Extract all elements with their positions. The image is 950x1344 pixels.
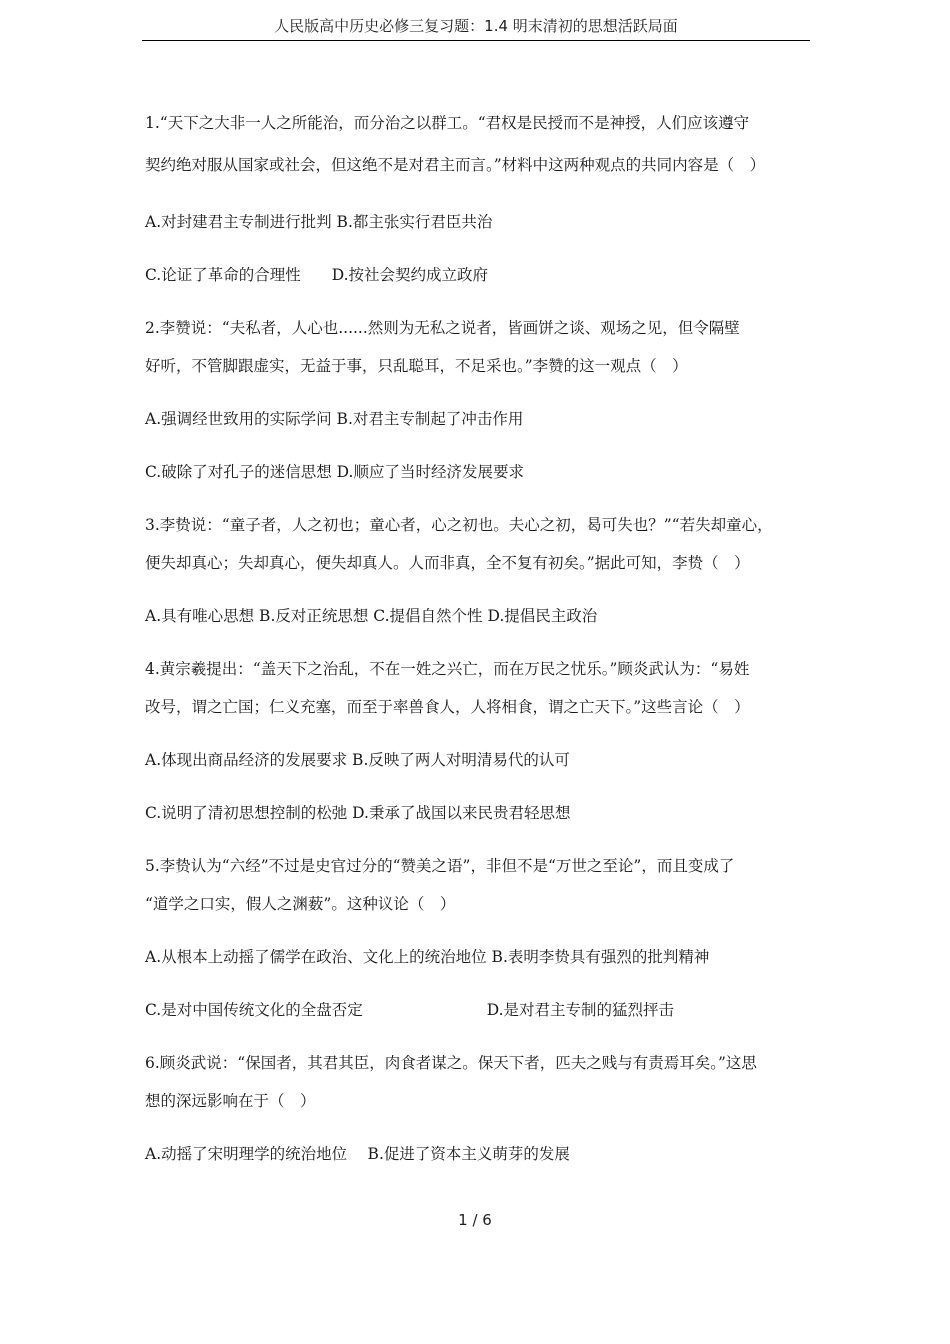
question-1-stem-line-1: 1.“天下之大非一人之所能治，而分治之以群工。“君权是民授而不是神授，人们应该遵守	[145, 114, 750, 132]
question-4-options-line-2: C.说明了清初思想控制的松弛 D.秉承了战国以来民贵君轻思想	[145, 804, 571, 822]
page-header-title: 人民版高中历史必修三复习题：1.4 明末清初的思想活跃局面	[274, 17, 678, 35]
question-1-options-line-2: C.论证了革命的合理性 D.按社会契约成立政府	[145, 266, 489, 284]
question-2-stem-line-2: 好听，不管脚跟虚实，无益于事，只乱聪耳，不足采也。”李赞的这一观点（ ）	[145, 357, 688, 375]
question-1-options-line-1: A.对封建君主专制进行批判 B.都主张实行君臣共治	[145, 213, 493, 231]
question-4-stem-line-1: 4.黄宗羲提出：“盖天下之治乱，不在一姓之兴亡，而在万民之忧乐。”顾炎武认为：“易姓	[145, 660, 750, 678]
question-2-options-line-1: A.强调经世致用的实际学问 B.对君主专制起了冲击作用	[145, 410, 524, 428]
question-6-stem-line-1: 6.顾炎武说：“保国者，其君其臣，肉食者谋之。保天下者，匹夫之贱与有责焉耳矣。”这思	[145, 1054, 757, 1072]
page-number: 1 / 6	[458, 1211, 492, 1229]
question-5-stem-line-2: “道学之口实，假人之渊薮”。这种议论（ ）	[145, 895, 456, 913]
question-3-stem-line-1: 3.李贽说：“童子者，人之初也；童心者，心之初也。夫心之初，曷可失也？”“若失却童心，	[145, 516, 773, 534]
question-2-options-line-2: C.破除了对孔子的迷信思想 D.顺应了当时经济发展要求	[145, 463, 524, 481]
header-divider	[142, 40, 810, 41]
question-6-options-line-1: A.动摇了宋明理学的统治地位 B.促进了资本主义萌芽的发展	[145, 1145, 570, 1163]
question-1-stem-line-2: 契约绝对服从国家或社会，但这绝不是对君主而言。”材料中这两种观点的共同内容是（ ）	[145, 156, 766, 174]
question-5-stem-line-1: 5.李贽认为“六经”不过是史官过分的“赞美之语”，非但不是“万世之至论”，而且变成了	[145, 857, 735, 875]
question-3-options-line-1: A.具有唯心思想 B.反对正统思想 C.提倡自然个性 D.提倡民主政治	[145, 607, 598, 625]
question-3-stem-line-2: 便失却真心；失却真心，便失却真人。人而非真，全不复有初矣。”据此可知，李贽（ ）	[145, 554, 750, 572]
question-2-stem-line-1: 2.李赞说：“夫私者，人心也......然则为无私之说者，皆画饼之谈、观场之见，但令隔壁	[145, 319, 740, 337]
question-5-options-line-2: C.是对中国传统文化的全盘否定 D.是对君主专制的猛烈抨击	[145, 1001, 675, 1019]
question-5-options-line-1: A.从根本上动摇了儒学在政治、文化上的统治地位 B.表明李贽具有强烈的批判精神	[145, 948, 710, 966]
question-4-options-line-1: A.体现出商品经济的发展要求 B.反映了两人对明清易代的认可	[145, 751, 570, 769]
question-6-stem-line-2: 想的深远影响在于（ ）	[145, 1092, 316, 1110]
question-4-stem-line-2: 改号，谓之亡国；仁义充塞，而至于率兽食人，人将相食，谓之亡天下。”这些言论（ ）	[145, 698, 750, 716]
